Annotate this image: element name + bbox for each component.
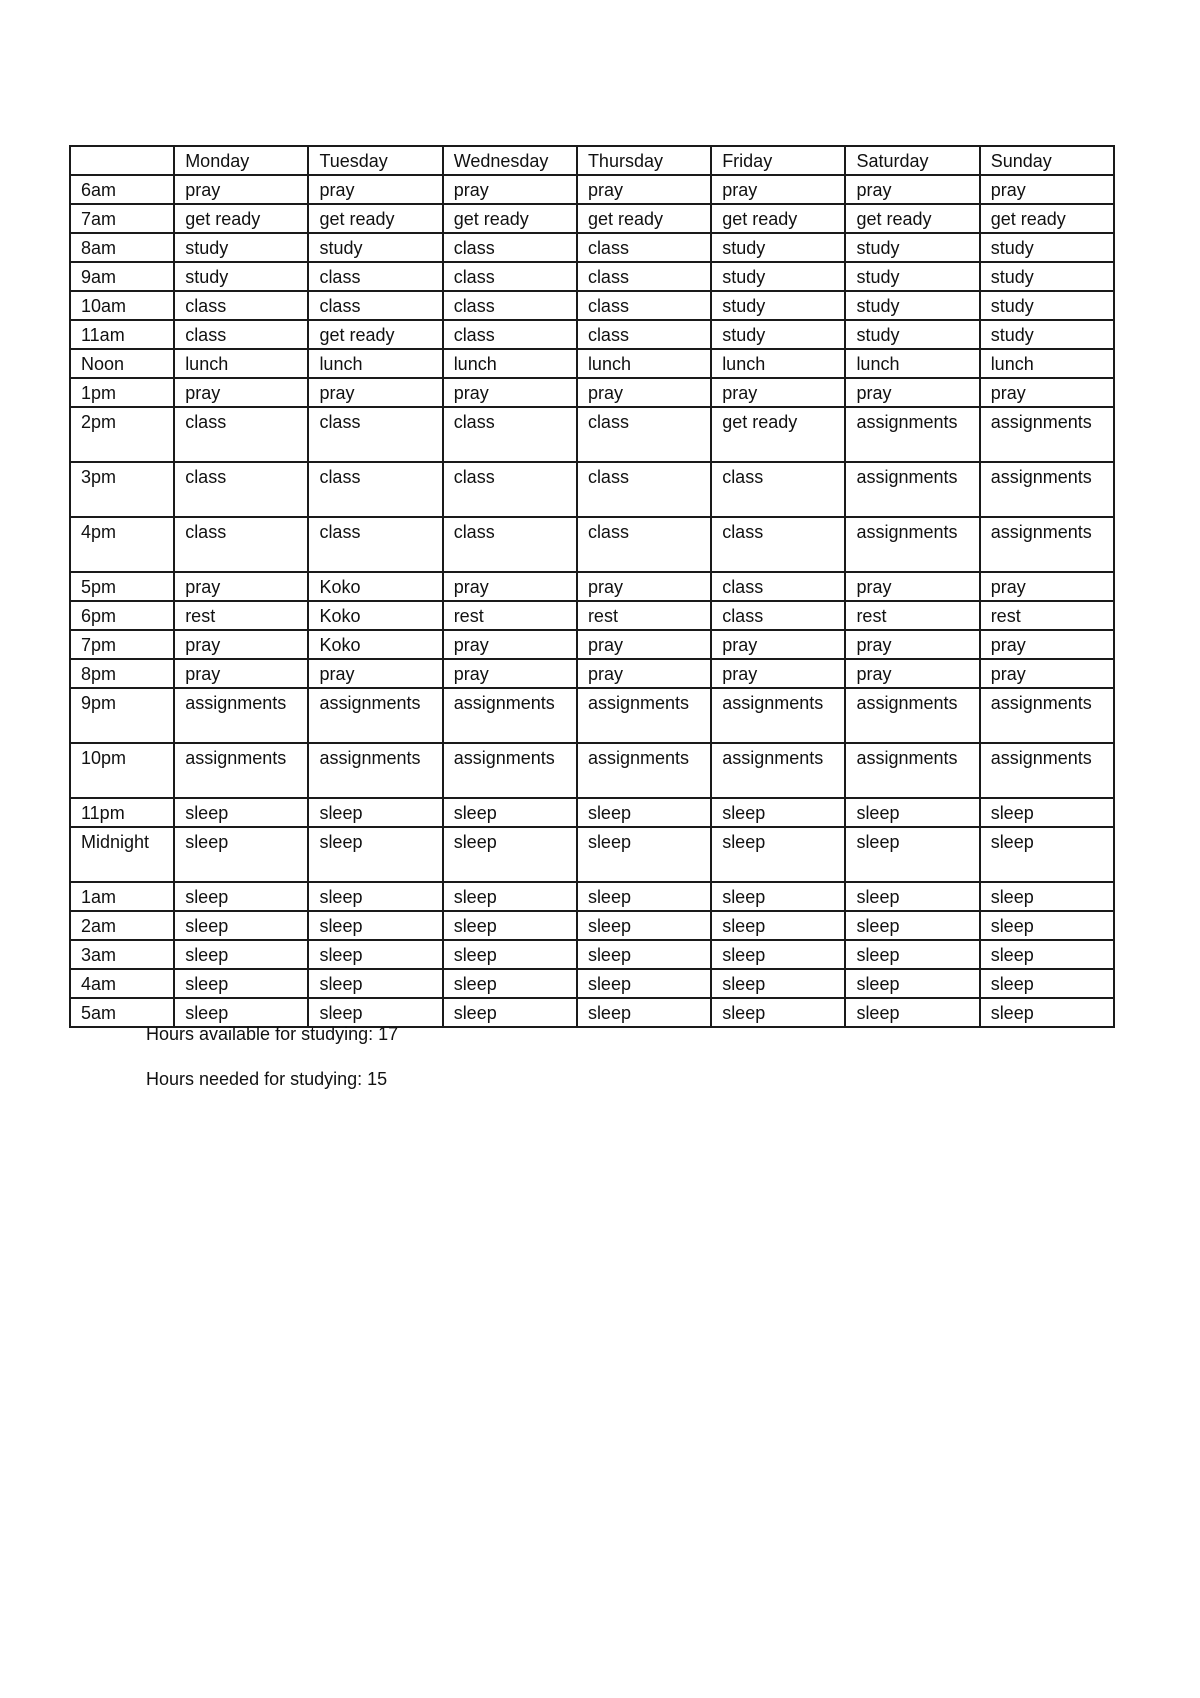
schedule-cell: pray [577,630,711,659]
schedule-cell: get ready [845,204,979,233]
schedule-cell: assignments [845,407,979,462]
schedule-cell: class [711,572,845,601]
schedule-cell: study [980,320,1114,349]
schedule-cell: pray [577,659,711,688]
schedule-cell: assignments [980,688,1114,743]
day-header-friday: Friday [711,146,845,175]
table-row [70,630,1114,659]
time-slot-label: 5am [70,998,174,1027]
day-header-sunday: Sunday [980,146,1114,175]
schedule-cell: pray [443,630,577,659]
schedule-cell: class [577,517,711,572]
schedule-cell: sleep [443,827,577,882]
time-slot-label: 2pm [70,407,174,462]
schedule-cell: rest [174,601,308,630]
schedule-cell: study [845,291,979,320]
schedule-cell: class [308,517,442,572]
schedule-cell: sleep [711,827,845,882]
schedule-cell: get ready [711,204,845,233]
schedule-cell: sleep [308,940,442,969]
schedule-cell: sleep [308,798,442,827]
table-row [70,407,1114,462]
schedule-header [70,146,1114,175]
schedule-cell: pray [980,378,1114,407]
table-row [70,940,1114,969]
schedule-cell: assignments [308,743,442,798]
day-header-thursday: Thursday [577,146,711,175]
schedule-cell: sleep [308,827,442,882]
time-slot-label: 3pm [70,462,174,517]
schedule-cell: pray [845,175,979,204]
table-row [70,233,1114,262]
schedule-cell: study [845,262,979,291]
table-row [70,601,1114,630]
schedule-cell: assignments [980,517,1114,572]
schedule-cell: pray [577,378,711,407]
table-row [70,291,1114,320]
schedule-cell: lunch [443,349,577,378]
schedule-cell: sleep [845,827,979,882]
schedule-cell: sleep [980,969,1114,998]
table-row [70,462,1114,517]
schedule-body [70,175,1114,1027]
schedule-cell: class [443,320,577,349]
schedule-cell: assignments [845,462,979,517]
schedule-cell: pray [443,175,577,204]
schedule-cell: rest [980,601,1114,630]
schedule-cell: sleep [443,882,577,911]
schedule-cell: class [174,320,308,349]
schedule-cell: pray [443,572,577,601]
time-slot-label: 9pm [70,688,174,743]
schedule-cell: class [174,291,308,320]
schedule-cell: get ready [174,204,308,233]
schedule-cell: sleep [308,882,442,911]
schedule-cell: sleep [308,969,442,998]
schedule-cell: assignments [980,743,1114,798]
schedule-cell: sleep [308,911,442,940]
schedule-cell: class [711,601,845,630]
schedule-cell: study [308,233,442,262]
schedule-cell: class [443,262,577,291]
schedule-cell: pray [577,572,711,601]
schedule-cell: get ready [443,204,577,233]
schedule-cell: pray [980,572,1114,601]
schedule-cell: rest [443,601,577,630]
schedule-cell: study [980,291,1114,320]
schedule-cell: sleep [711,940,845,969]
table-row [70,262,1114,291]
schedule-cell: sleep [711,798,845,827]
schedule-cell: pray [711,659,845,688]
schedule-cell: sleep [577,998,711,1027]
schedule-cell: sleep [174,998,308,1027]
schedule-cell: class [577,262,711,291]
schedule-cell: sleep [443,911,577,940]
schedule-cell: pray [174,659,308,688]
schedule-cell: pray [443,378,577,407]
table-row [70,911,1114,940]
schedule-cell: sleep [577,911,711,940]
time-slot-label: Midnight [70,827,174,882]
schedule-cell: get ready [980,204,1114,233]
schedule-cell: sleep [174,969,308,998]
day-header-saturday: Saturday [845,146,979,175]
schedule-cell: sleep [845,998,979,1027]
schedule-cell: Koko [308,630,442,659]
time-slot-label: 10am [70,291,174,320]
table-row [70,175,1114,204]
schedule-cell: sleep [980,827,1114,882]
schedule-cell: class [711,517,845,572]
schedule-cell: sleep [711,969,845,998]
schedule-cell: class [711,462,845,517]
schedule-cell: get ready [711,407,845,462]
schedule-cell: assignments [980,462,1114,517]
table-row [70,743,1114,798]
table-row [70,798,1114,827]
schedule-cell: pray [980,630,1114,659]
schedule-cell: rest [845,601,979,630]
time-slot-label: 3am [70,940,174,969]
schedule-cell: study [174,262,308,291]
schedule-cell: assignments [845,688,979,743]
schedule-cell: class [577,462,711,517]
schedule-cell: Koko [308,601,442,630]
schedule-cell: study [980,262,1114,291]
schedule-cell: class [443,291,577,320]
schedule-cell: sleep [308,998,442,1027]
schedule-cell: sleep [980,998,1114,1027]
schedule-cell: lunch [845,349,979,378]
schedule-cell: class [174,407,308,462]
schedule-cell: class [308,262,442,291]
schedule-cell: sleep [845,911,979,940]
schedule-cell: class [577,233,711,262]
schedule-cell: study [845,320,979,349]
hours-available-text: Hours available for studying: 17 [146,1024,399,1044]
time-slot-label: 6pm [70,601,174,630]
schedule-cell: assignments [174,743,308,798]
schedule-cell: class [577,320,711,349]
schedule-cell: sleep [174,798,308,827]
schedule-cell: lunch [711,349,845,378]
schedule-cell: assignments [980,407,1114,462]
table-row [70,659,1114,688]
time-slot-label: 7pm [70,630,174,659]
schedule-cell: sleep [577,827,711,882]
schedule-cell: assignments [711,688,845,743]
schedule-cell: lunch [308,349,442,378]
schedule-cell: study [845,233,979,262]
schedule-cell: lunch [980,349,1114,378]
time-slot-label: 11am [70,320,174,349]
schedule-cell: assignments [845,517,979,572]
schedule-cell: Koko [308,572,442,601]
schedule-cell: pray [308,378,442,407]
schedule-cell: pray [308,659,442,688]
schedule-cell: pray [711,378,845,407]
table-row [70,517,1114,572]
schedule-cell: class [443,407,577,462]
schedule-cell: sleep [174,911,308,940]
time-slot-label: 1am [70,882,174,911]
schedule-cell: sleep [711,882,845,911]
schedule-cell: pray [711,175,845,204]
time-slot-label: 8am [70,233,174,262]
schedule-cell: assignments [577,743,711,798]
schedule-cell: sleep [174,827,308,882]
schedule-cell: assignments [308,688,442,743]
schedule-cell: class [308,407,442,462]
schedule-cell: pray [980,175,1114,204]
schedule-cell: assignments [174,688,308,743]
schedule-cell: pray [174,630,308,659]
schedule-cell: sleep [443,998,577,1027]
schedule-cell: study [711,320,845,349]
schedule-cell: sleep [443,940,577,969]
schedule-cell: pray [845,630,979,659]
schedule-cell: sleep [711,911,845,940]
table-row [70,969,1114,998]
schedule-cell: sleep [443,969,577,998]
schedule-cell: pray [174,175,308,204]
time-slot-label: 4pm [70,517,174,572]
schedule-cell: get ready [308,320,442,349]
schedule-cell: assignments [577,688,711,743]
schedule-cell: study [174,233,308,262]
time-slot-label: Noon [70,349,174,378]
schedule-cell: pray [443,659,577,688]
schedule-cell: class [443,233,577,262]
table-row [70,349,1114,378]
schedule-cell: sleep [174,882,308,911]
schedule-cell: get ready [577,204,711,233]
schedule-cell: sleep [577,882,711,911]
schedule-cell: study [711,291,845,320]
schedule-cell: get ready [308,204,442,233]
day-header-tuesday: Tuesday [308,146,442,175]
schedule-cell: pray [174,378,308,407]
schedule-cell: sleep [980,911,1114,940]
schedule-cell: assignments [711,743,845,798]
schedule-cell: sleep [980,940,1114,969]
schedule-cell: sleep [845,969,979,998]
time-slot-label: 5pm [70,572,174,601]
schedule-cell: class [174,517,308,572]
schedule-cell: pray [308,175,442,204]
schedule-cell: rest [577,601,711,630]
table-row [70,572,1114,601]
time-slot-label: 1pm [70,378,174,407]
table-row [70,882,1114,911]
time-slot-label: 7am [70,204,174,233]
schedule-cell: pray [845,572,979,601]
schedule-cell: sleep [980,882,1114,911]
table-row [70,827,1114,882]
schedule-cell: sleep [711,998,845,1027]
time-slot-label: 11pm [70,798,174,827]
schedule-cell: sleep [443,798,577,827]
schedule-cell: sleep [845,798,979,827]
day-header-wednesday: Wednesday [443,146,577,175]
schedule-cell: class [308,462,442,517]
schedule-cell: pray [711,630,845,659]
schedule-cell: class [174,462,308,517]
time-slot-label: 4am [70,969,174,998]
schedule-cell: class [443,517,577,572]
schedule-cell: lunch [577,349,711,378]
schedule-cell: lunch [174,349,308,378]
schedule-cell: sleep [577,940,711,969]
table-row [70,204,1114,233]
schedule-cell: sleep [845,940,979,969]
schedule-cell: pray [174,572,308,601]
schedule-cell: assignments [443,743,577,798]
schedule-cell: sleep [577,798,711,827]
schedule-cell: sleep [845,882,979,911]
weekly-schedule-table [69,145,1115,1028]
schedule-cell: sleep [577,969,711,998]
schedule-cell: class [577,407,711,462]
schedule-cell: sleep [174,940,308,969]
schedule-cell: sleep [980,798,1114,827]
table-row [70,378,1114,407]
table-row [70,688,1114,743]
hours-needed-text: Hours needed for studying: 15 [146,1069,388,1089]
schedule-cell: class [577,291,711,320]
schedule-cell: pray [845,659,979,688]
schedule-cell: class [443,462,577,517]
day-header-monday: Monday [174,146,308,175]
schedule-cell: assignments [845,743,979,798]
schedule-cell: study [711,262,845,291]
corner-cell [70,146,174,175]
header-row [70,146,1114,175]
time-slot-label: 6am [70,175,174,204]
time-slot-label: 9am [70,262,174,291]
schedule-cell: pray [980,659,1114,688]
schedule-cell: study [980,233,1114,262]
time-slot-label: 10pm [70,743,174,798]
time-slot-label: 8pm [70,659,174,688]
schedule-cell: class [308,291,442,320]
schedule-cell: study [711,233,845,262]
table-row [70,320,1114,349]
schedule-cell: pray [845,378,979,407]
schedule-cell: pray [577,175,711,204]
schedule-cell: assignments [443,688,577,743]
time-slot-label: 2am [70,911,174,940]
